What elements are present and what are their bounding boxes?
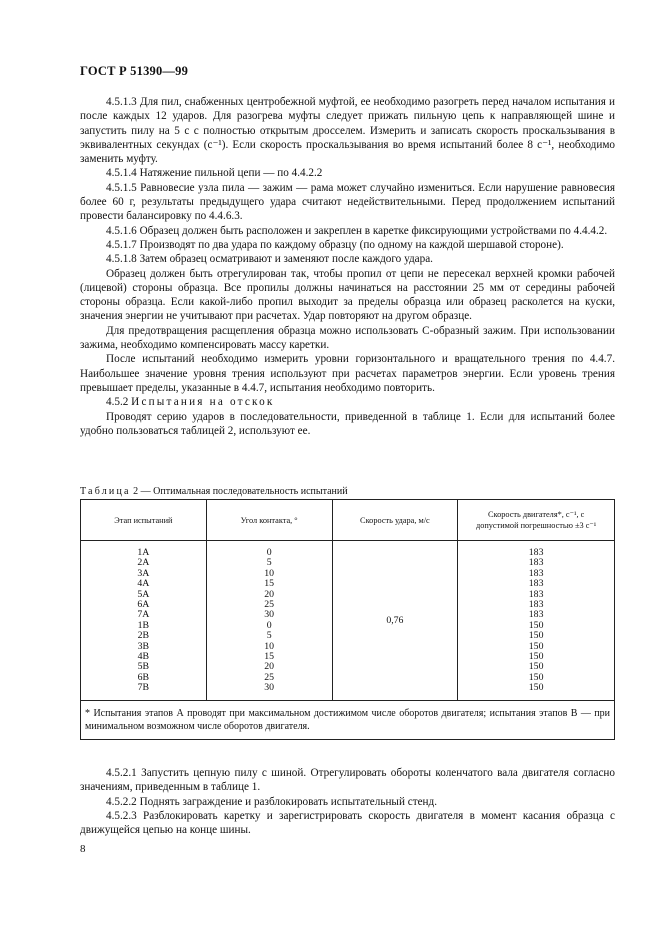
angle-cell: 20	[264, 661, 275, 673]
stage-cell: 3B	[137, 640, 150, 652]
header-engine-line2: допустимой погрешностью ±3 с⁻¹	[475, 521, 597, 530]
paragraph-4-5-1-4: 4.5.1.4 Натяжение пильной цепи — по 4.4.2.2	[106, 167, 323, 180]
engine-speed-column	[458, 541, 615, 701]
table-caption-text: 2 — Оптимальная последовательность испытаний	[133, 486, 348, 497]
paragraph-4-5-1-5: 4.5.1.5 Равновесие узла пила — зажим — рама может случайно измениться. Если нарушение равновесия более 60 г, результаты предыдущего удара считают недействительными. Перед продолжением испытаний провести балансировку по 4.4.6.3.	[80, 181, 615, 223]
paragraph-4-5-2-1: 4.5.2.1 Запустить цепную пилу с шиной. Отрегулировать обороты коленчатого вала двигателя согласно значениям, приведенным в таблице 1.	[80, 767, 615, 794]
text-block-top	[80, 95, 615, 438]
stage-cell: 5A	[137, 588, 150, 600]
header-stage: Этап испытаний	[81, 500, 207, 541]
section-number: 4.5.2	[106, 396, 129, 409]
stage-cell: 6B	[137, 671, 150, 683]
stage-column	[81, 541, 207, 701]
engine-speed-cell: 150	[528, 630, 544, 642]
page-number: 8	[80, 843, 86, 855]
header-speed: Скорость удара, м/с	[332, 500, 458, 541]
stage-cell: 7A	[137, 609, 150, 621]
header-angle: Угол контакта, °	[206, 500, 332, 541]
stage-cell: 2A	[137, 557, 150, 569]
engine-speed-cell: 183	[528, 609, 544, 621]
section-4-5-2-heading	[80, 395, 615, 409]
engine-speed-cell: 183	[528, 578, 544, 590]
angle-cell: 25	[264, 671, 275, 683]
table-footnote: * Испытания этапов А проводят при максимальном достижимом числе оборотов двигателя; испытания этапов В — при минимальном возможном числе оборотов двигателя.	[81, 701, 615, 740]
table-2	[80, 499, 615, 740]
stage-cell: 4A	[137, 578, 150, 590]
text-block-bottom	[80, 766, 615, 837]
stage-cell: 1B	[137, 619, 150, 631]
document-header: ГОСТ Р 51390—99	[80, 64, 189, 78]
engine-speed-cell: 150	[528, 619, 544, 631]
stage-cell: 3A	[137, 567, 150, 579]
stage-cell: 5B	[137, 661, 150, 673]
engine-speed-cell: 150	[528, 661, 544, 673]
angle-column	[206, 541, 332, 701]
paragraph-4-5-1-3: 4.5.1.3 Для пил, снабженных центробежной муфтой, ее необходимо разогреть перед началом испытания и после каждых 12 ударов. Для разогрева муфты следует прижать пильную цепь к направляющей шине и запустить пилу на 5 с с полностью открытым дросселем. Измерить и записать скорость проскальзывания в эквивалентных секундах (с⁻¹). Если скорость проскальзывания во время испытаний более 8 с⁻¹, необходимо заменить муфту.	[80, 96, 615, 166]
angle-cell: 10	[264, 640, 275, 652]
table-body-row	[81, 541, 615, 701]
angle-cell: 15	[264, 650, 275, 662]
engine-speed-cell: 183	[528, 588, 544, 600]
stage-cell: 1A	[137, 547, 150, 558]
paragraph-4-5-2-text: Проводят серию ударов в последовательности, приведенной в таблице 1. Если для испытаний более удобно пользоваться таблицей 2, используют ее.	[80, 410, 615, 437]
header-engine-line1: Скорость двигателя*, с⁻¹, с	[487, 510, 585, 519]
angle-list	[207, 548, 332, 693]
angle-cell: 15	[264, 578, 275, 590]
angle-cell: 20	[264, 588, 275, 600]
engine-speed-cell: 150	[528, 640, 544, 652]
engine-speed-cell: 183	[528, 598, 544, 610]
angle-cell: 10	[264, 567, 275, 579]
angle-cell: 30	[264, 609, 275, 621]
angle-cell: 0	[266, 547, 272, 558]
paragraph-4-5-2-2: 4.5.2.2 Поднять заграждение и разблокировать испытательный стенд.	[106, 795, 438, 808]
stage-list	[81, 548, 206, 693]
engine-speed-cell: 183	[528, 557, 544, 569]
engine-speed-cell: 150	[528, 671, 544, 683]
stage-cell: 2B	[137, 630, 150, 642]
paragraph-4-5-1-8: 4.5.1.8 Затем образец осматривают и заменяют после каждого удара.	[106, 253, 433, 266]
section-title: Испытания на отскок	[131, 396, 275, 409]
engine-speed-cell: 150	[528, 650, 544, 662]
paragraph-4-5-1-6: 4.5.1.6 Образец должен быть расположен и закреплен в каретке фиксирующими устройствами по 4.4.4.2.	[106, 224, 608, 237]
paragraph-clamp: Для предотвращения расщепления образца можно использовать С-образный зажим. При использовании зажима, необходимо компенсировать массу каретки.	[80, 324, 615, 352]
angle-cell: 0	[266, 619, 272, 631]
stage-cell: 7B	[137, 682, 150, 694]
engine-speed-cell: 150	[528, 682, 544, 694]
angle-cell: 5	[266, 630, 272, 642]
engine-speed-cell: 183	[528, 547, 544, 558]
table-caption-label: Таблица	[80, 486, 131, 497]
table-header-row	[81, 500, 615, 541]
paragraph-friction: После испытаний необходимо измерить уровни горизонтального и вращательного трения по 4.4.7. Наибольшее значение уровня трения используют при расчетах параметров энергии. Если уровень трения превышает пределы, указанные в 4.4.7, испытания необходимо повторить.	[80, 353, 615, 394]
table-caption	[80, 486, 348, 497]
impact-speed-cell: 0,76	[332, 541, 458, 701]
engine-speed-cell: 183	[528, 567, 544, 579]
engine-speed-list	[458, 548, 614, 693]
header-engine-speed	[458, 500, 615, 541]
angle-cell: 30	[264, 682, 275, 694]
stage-cell: 6A	[137, 598, 150, 610]
table-note-row	[81, 701, 615, 740]
stage-cell: 4B	[137, 650, 150, 662]
angle-cell: 5	[266, 557, 272, 569]
angle-cell: 25	[264, 598, 275, 610]
paragraph-sample-adjustment: Образец должен быть отрегулирован так, чтобы пропил от цепи не пересекал верхней кромки рабочей (лицевой) стороны образца. Все пропилы должны начинаться на расстоянии 25 мм от середины рабочей стороны образца. Если какой-либо пропил выходит за пределы образца или образец расколется на куски, значения энергии не учитывают при расчетах. Удар повторяют на другом образце.	[80, 267, 615, 323]
paragraph-4-5-2-3: 4.5.2.3 Разблокировать каретку и зарегистрировать скорость двигателя в момент касания образца с движущейся цепью на конце шины.	[80, 809, 615, 837]
paragraph-4-5-1-7: 4.5.1.7 Производят по два удара по каждому образцу (по одному на каждой шершавой стороне).	[106, 238, 564, 251]
